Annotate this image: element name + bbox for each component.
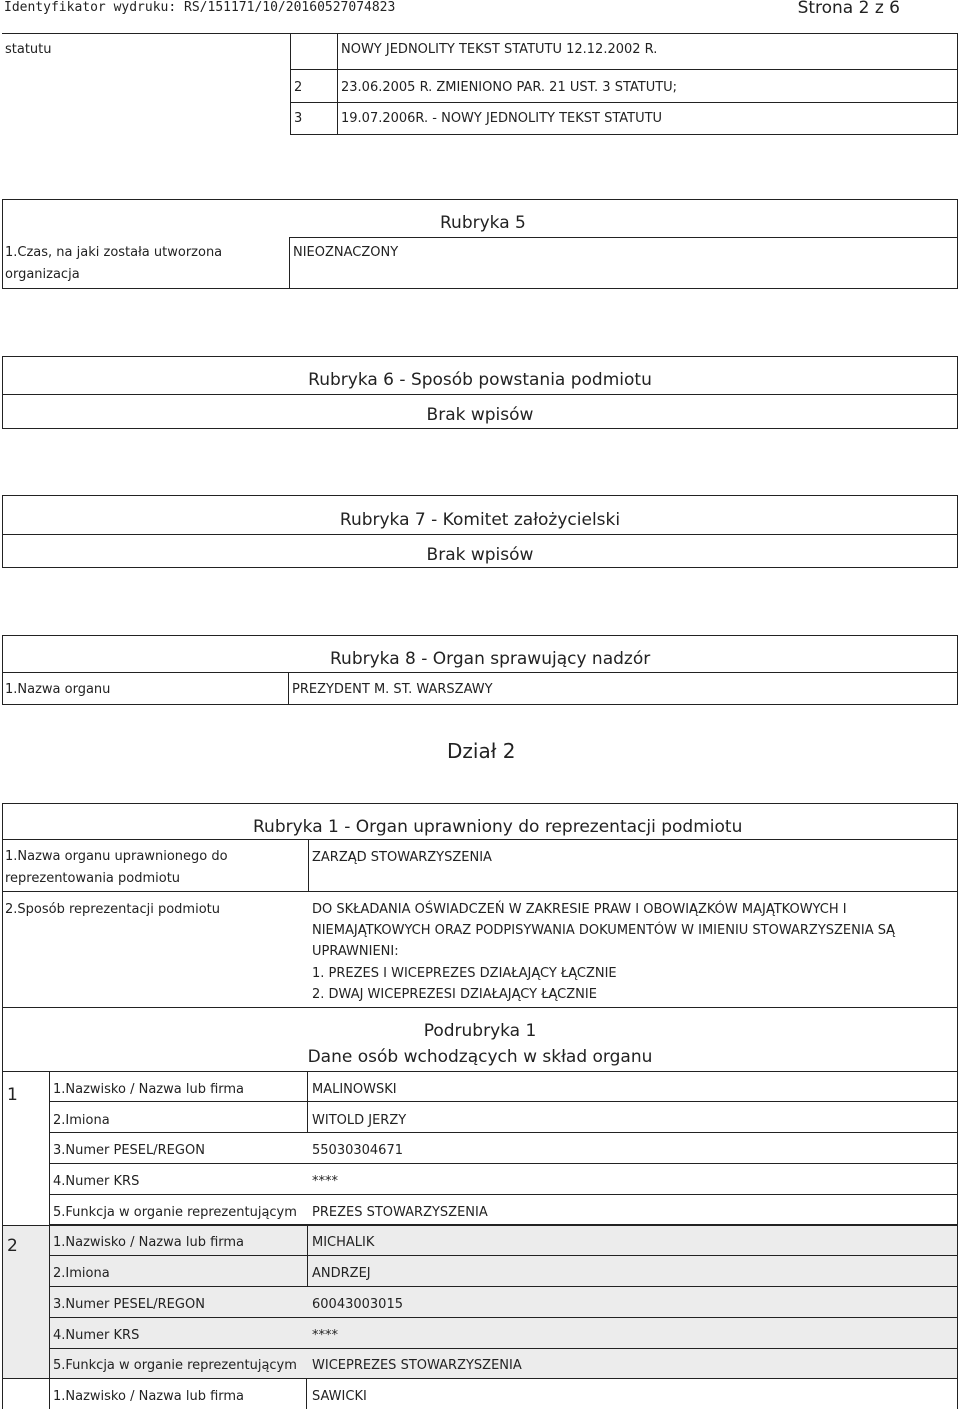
representation-method-line: DO SKŁADANIA OŚWIADCZEŃ W ZAKRESIE PRAW I OBOWIĄZKÓW MAJĄTKOWYCH I xyxy=(312,902,847,917)
person-field-label: 1.Nazwisko / Nazwa lub firma xyxy=(53,1082,245,1097)
rubryka-6-section xyxy=(2,356,958,429)
page-number: Strona 2 z 6 xyxy=(797,0,900,18)
rubryka-5-value: NIEOZNACZONY xyxy=(293,245,399,260)
statute-row-num: 3 xyxy=(294,111,303,126)
person-field-label: 4.Numer KRS xyxy=(53,1328,140,1343)
statute-row-text: 19.07.2006R. - NOWY JEDNOLITY TEKST STATUTU xyxy=(341,111,663,126)
representation-method-line: UPRAWNIENI: xyxy=(312,944,399,959)
person-field-value: MICHALIK xyxy=(312,1235,375,1250)
rubryka-7-value: Brak wpisów xyxy=(426,545,534,565)
dzial-2-title: Dział 2 xyxy=(447,739,516,763)
rubryka-1-title: Rubryka 1 - Organ uprawniony do reprezentacji podmiotu xyxy=(253,817,743,837)
person-number: 2 xyxy=(7,1236,18,1256)
representation-method-line: 2. DWAJ WICEPREZESI DZIAŁAJĄCY ŁĄCZNIE xyxy=(312,987,597,1002)
person-field-value: MALINOWSKI xyxy=(312,1082,397,1097)
podrubryka-subtitle: Dane osób wchodzących w skład organu xyxy=(307,1047,653,1067)
person-field-label: 3.Numer PESEL/REGON xyxy=(53,1297,205,1312)
person-field-label: 1.Nazwisko / Nazwa lub firma xyxy=(53,1389,245,1404)
rubryka-7-section xyxy=(2,495,958,568)
statute-row-text: NOWY JEDNOLITY TEKST STATUTU 12.12.2002 R. xyxy=(341,42,658,57)
representation-method-line: 1. PREZES I WICEPREZES DZIAŁAJĄCY ŁĄCZNIE xyxy=(312,966,617,981)
rubryka-5-label-cont: organizacja xyxy=(5,267,80,282)
person-field-value: ANDRZEJ xyxy=(312,1266,371,1281)
person-field-value: 55030304671 xyxy=(312,1143,403,1158)
organ-name-label-cont: reprezentowania podmiotu xyxy=(5,871,181,886)
rubryka-8-title: Rubryka 8 - Organ sprawujący nadzór xyxy=(330,649,651,669)
person-field-label: 2.Imiona xyxy=(53,1266,110,1281)
person-field-label: 3.Numer PESEL/REGON xyxy=(53,1143,205,1158)
rubryka-7-title: Rubryka 7 - Komitet założycielski xyxy=(339,510,621,530)
person-field-value: SAWICKI xyxy=(312,1389,367,1404)
person-field-label: 4.Numer KRS xyxy=(53,1174,140,1189)
person-field-value: **** xyxy=(312,1328,338,1343)
person-field-value: WITOLD JERZY xyxy=(312,1113,407,1128)
rubryka-5-title: Rubryka 5 xyxy=(440,213,526,233)
person-field-label: 5.Funkcja w organie reprezentującym xyxy=(53,1205,297,1220)
rubryka-8-value: PREZYDENT M. ST. WARSZAWY xyxy=(292,682,493,697)
person-number: 1 xyxy=(7,1085,18,1105)
rubryka-6-value: Brak wpisów xyxy=(426,405,534,425)
representation-method-label: 2.Sposób reprezentacji podmiotu xyxy=(5,902,220,917)
statute-row-num: 2 xyxy=(294,80,303,95)
statute-label: statutu xyxy=(5,42,52,57)
person-field-value: WICEPREZES STOWARZYSZENIA xyxy=(312,1358,522,1373)
organ-name-label: 1.Nazwa organu uprawnionego do xyxy=(5,849,228,864)
rubryka-8-section xyxy=(2,635,958,705)
podrubryka-1-section xyxy=(2,1007,958,1409)
rubryka-6-title: Rubryka 6 - Sposób powstania podmiotu xyxy=(308,370,652,390)
person-field-label: 1.Nazwisko / Nazwa lub firma xyxy=(53,1235,245,1250)
representation-method-line: NIEMAJĄTKOWYCH ORAZ PODPISYWANIA DOKUMENTÓW W IMIENIU STOWARZYSZENIA SĄ xyxy=(312,923,895,938)
statute-section xyxy=(2,33,958,135)
rubryka-8-label: 1.Nazwa organu xyxy=(5,682,111,697)
podrubryka-title: Podrubryka 1 xyxy=(423,1021,537,1041)
rubryka-1-section xyxy=(2,803,958,1008)
print-identifier: Identyfikator wydruku: RS/151171/10/20160527074823 xyxy=(4,0,396,15)
rubryka-5-section xyxy=(2,199,958,289)
statute-row-text: 23.06.2005 R. ZMIENIONO PAR. 21 UST. 3 STATUTU; xyxy=(341,80,678,95)
rubryka-5-label: 1.Czas, na jaki została utworzona xyxy=(5,245,223,260)
person-field-value: 60043003015 xyxy=(312,1297,403,1312)
person-field-value: PREZES STOWARZYSZENIA xyxy=(312,1205,488,1220)
organ-name-value: ZARZĄD STOWARZYSZENIA xyxy=(312,850,492,865)
person-field-label: 2.Imiona xyxy=(53,1113,110,1128)
person-field-value: **** xyxy=(312,1174,338,1189)
person-field-label: 5.Funkcja w organie reprezentującym xyxy=(53,1358,297,1373)
